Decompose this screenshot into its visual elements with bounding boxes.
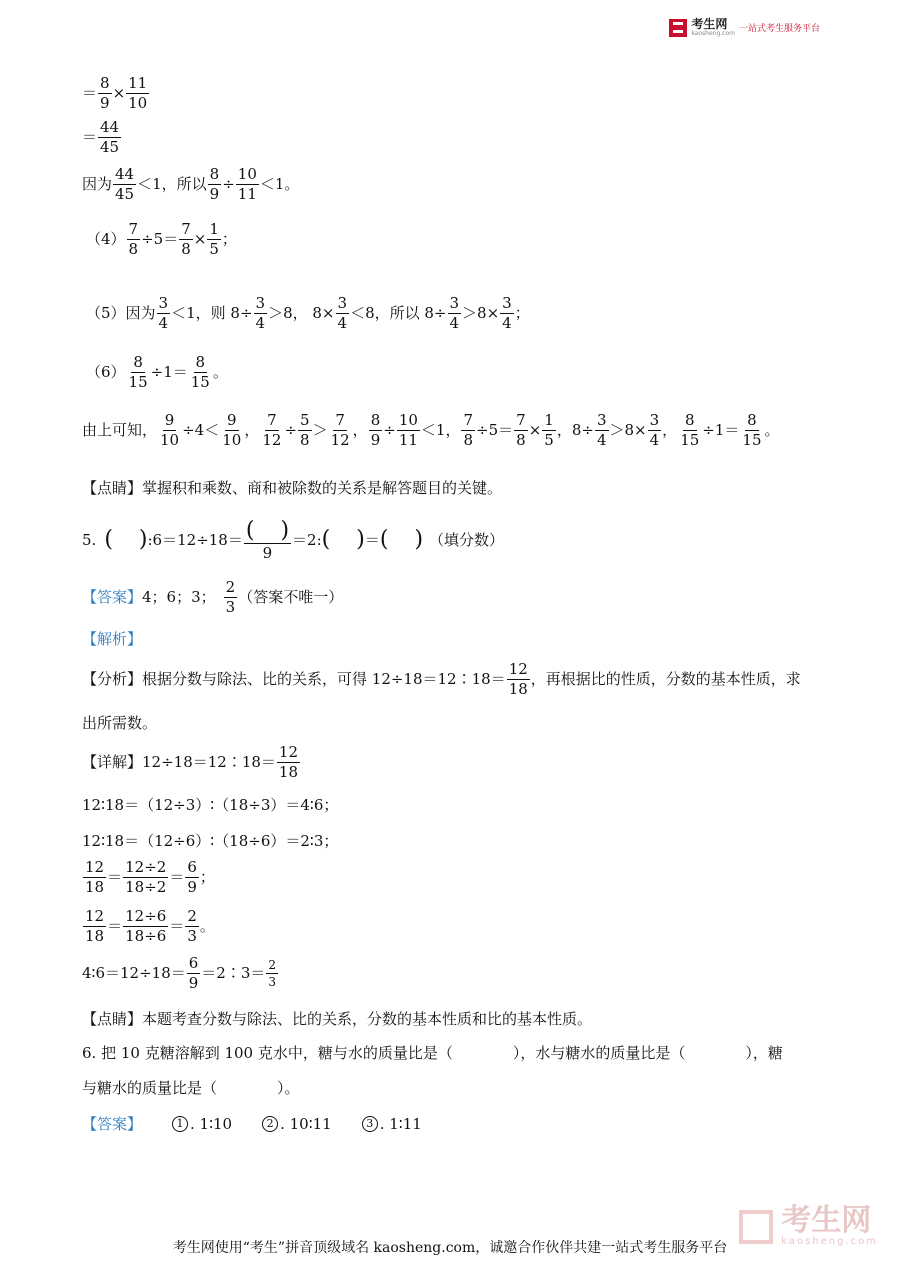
logo-domain: kaosheng.com <box>691 30 735 37</box>
calc-line-5: （5）因为 3 4 ＜1，则 8÷ $\frac{3}{4}$ ＞8， 8× $\frac{3}{4}$ ＜8，所以 8÷ $\frac{3}{4}$ ＞8× $\frac{3}{4}$ ； <box>86 294 530 332</box>
logo-icon <box>669 19 687 37</box>
logo-slogan: 一站式考生服务平台 <box>738 24 820 34</box>
dianjing-1: 【点睛】掌握积和乘数、商和被除数的关系是解答题目的关键。 <box>82 479 503 497</box>
circled-3: 3 <box>362 1116 378 1132</box>
question-6-line-1: 6. 把 10 克糖溶解到 100 克水中，糖与水的质量比是（ ），水与糖水的质量比是（ ），糖 <box>82 1044 783 1062</box>
circled-2: 2 <box>262 1116 278 1132</box>
calc-line-3: 因为 44 45 ＜1，所以 $\frac{8}{9}$ ÷ $\frac{10}{11}$ ＜1。 <box>82 165 300 203</box>
jiexi-label: 【解析】 <box>82 630 143 648</box>
frac-line-1: 12 18 ＝ 12÷2 18÷2 ＝ 6 9 ； <box>85 858 215 896</box>
frac-line-2: 12 18 ＝ 12÷6 18÷6 ＝ 2 3 。 <box>85 907 215 945</box>
site-logo <box>669 18 820 37</box>
ratio-line-1: 12∶18＝（12÷3）∶（18÷3）＝4∶6； <box>82 796 339 814</box>
ratio-line-2: 12∶18＝（12÷6）∶（18÷6）＝2∶3； <box>82 832 339 850</box>
calc-line-4: （4） $\frac{7}{8}$ ÷5＝ $\frac{7}{8}$ × $\frac{1}{5}$ ； <box>86 220 237 258</box>
calc-line-6: （6） $\frac{8}{15}$ ÷1＝ 8 15 。 <box>86 353 228 391</box>
xiangjie-line: 【详解】12÷18＝12∶18＝ 12 18 <box>82 743 299 781</box>
question-6-line-2: 与糖水的质量比是（ ）。 <box>82 1079 300 1097</box>
dianjing-2: 【点睛】本题考查分数与除法、比的关系，分数的基本性质和比的基本性质。 <box>82 1010 593 1028</box>
fenxi-line-2: 出所需数。 <box>82 714 158 732</box>
answer-5: 【答案】 4；6；3； 2 3 （答案不唯一） <box>82 578 344 616</box>
watermark-logo: 考生网 kaosheng.com <box>739 1206 878 1247</box>
ratio-final-line: 4∶6＝12÷18＝ 6 9 ＝2∶3＝ 2 3 <box>82 954 277 992</box>
calc-line-2: ＝ 44 45 <box>82 118 120 156</box>
summary-line: 由上可知， $\frac{9}{10}$ ÷4＜ 9 10 ， $\frac{7}{12}$ ÷ $\frac{5}{8}$ ＞ 7 12 ， $\frac{8}{9}$ ÷ $\frac{10}{11}$ ＜1 ， $\frac{7}{8}$ ÷5＝ $\frac{7}{8}$ × $\frac{1}{5}$ ， 8÷ $\frac{3}{4}$ ＞8× $\frac{3}{4}$ ， $\frac{8}{15}$ ÷1＝ 8 15 。 <box>82 411 780 449</box>
circled-1: 1 <box>172 1116 188 1132</box>
logo-name: 考生网 <box>691 17 728 31</box>
calc-line-1: ＝ $\frac{8}{9}$ × $\frac{11}{10}$ <box>82 74 148 112</box>
answer-6: 【答案】 1 . 1∶10 2 . 10∶11 3 . 1∶11 <box>82 1114 422 1133</box>
page-footer: 考生网使用“考生”拼音顶级域名 kaosheng.com，诚邀合作伙伴共建一站式考生服务平台 <box>172 1240 728 1256</box>
fenxi-line: 【分析】根据分数与除法、比的关系，可得 12÷18＝12∶18＝ 12 18 ，再根据比的性质，分数的基本性质，求 <box>82 660 801 698</box>
question-5: 5. ( ) :6＝12÷18＝ ( ) 9 ＝2: ( ) ＝ ( ) （填分数） <box>82 518 505 563</box>
